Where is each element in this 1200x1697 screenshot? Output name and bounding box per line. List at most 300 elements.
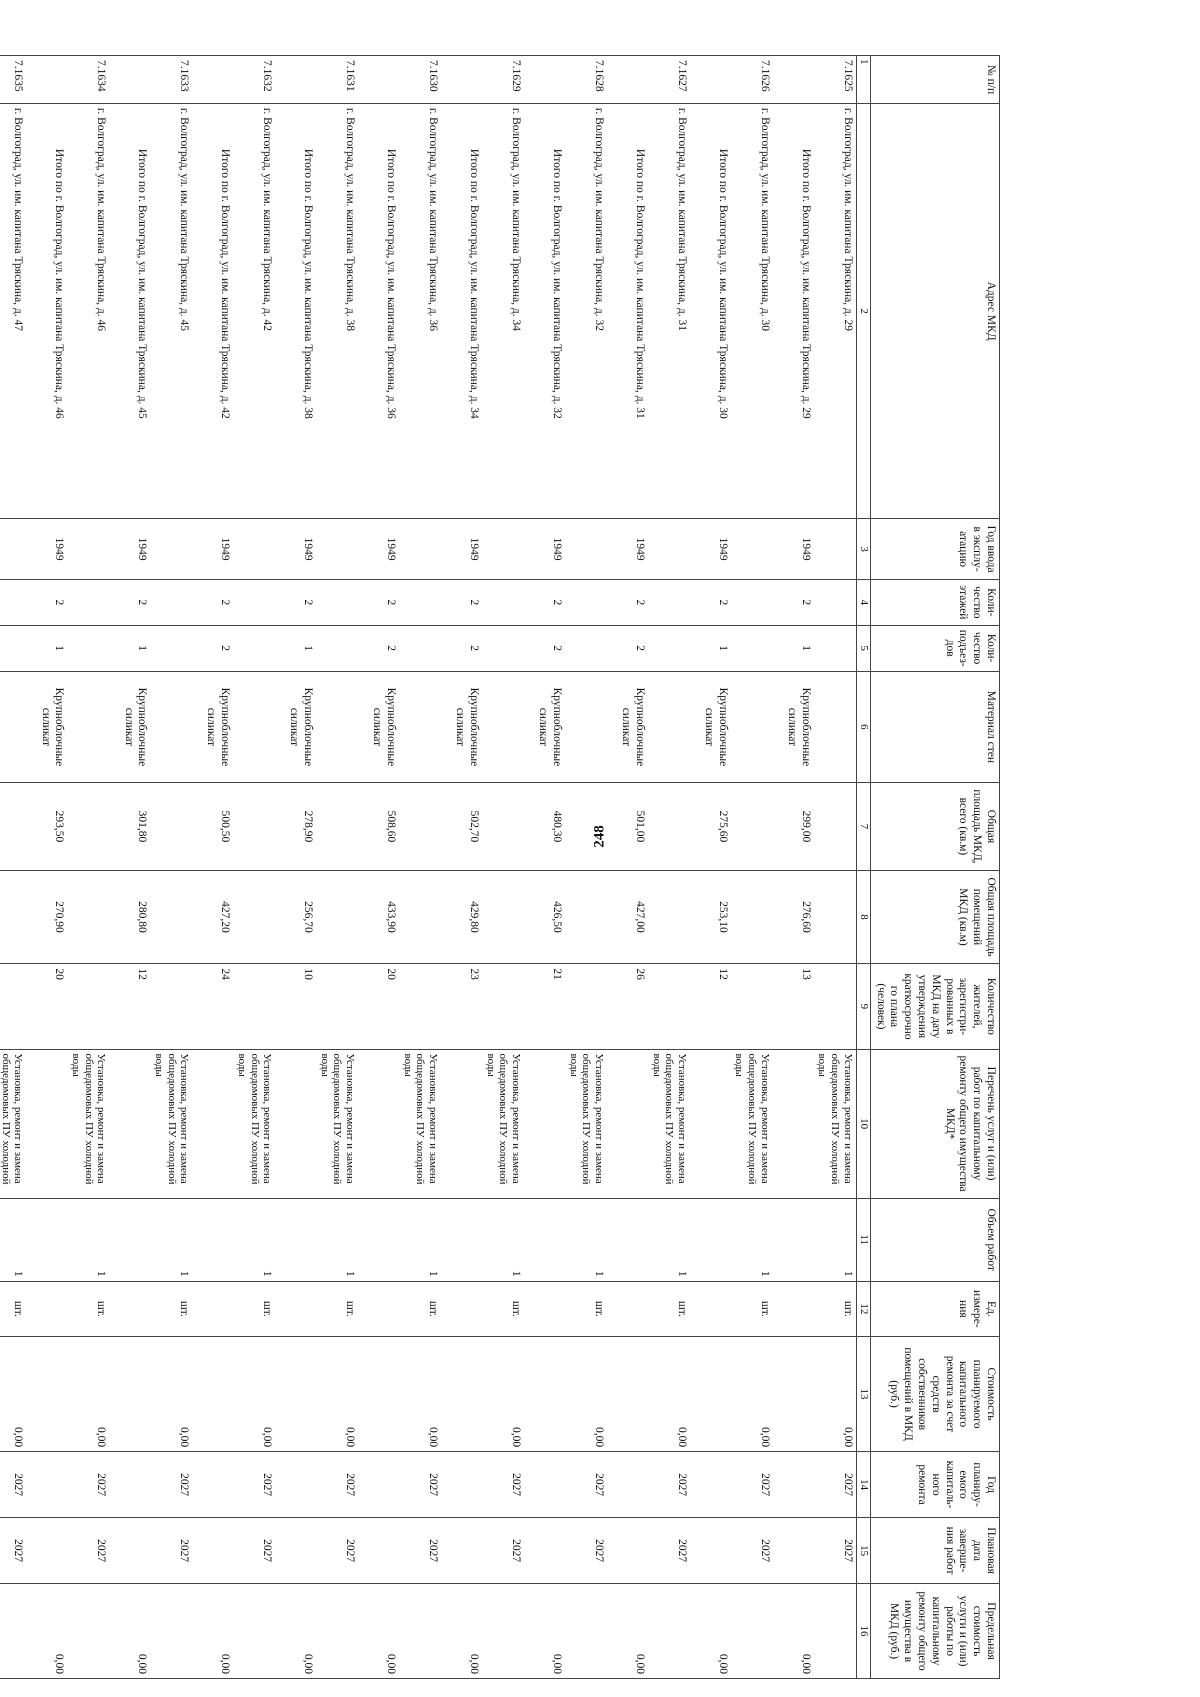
wall-material: Крупноблочные силикат — [607, 671, 648, 783]
empty-cell — [67, 870, 109, 964]
residents: 12 — [690, 964, 731, 1049]
commission-year: 1949 — [275, 519, 316, 580]
empty-cell — [399, 625, 441, 671]
total-label: Итого по г. Волгоград, ул. им. капитана Тряскина, д. 46 — [26, 103, 67, 518]
empty-cell — [192, 1281, 233, 1336]
total-label: Итого по г. Волгоград, ул. им. капитана Тряскина, д. 32 — [524, 103, 565, 518]
empty-cell — [26, 1281, 67, 1336]
empty-cell — [192, 56, 233, 104]
residents: 20 — [358, 964, 399, 1049]
header-col-11: Объем работ — [870, 1198, 999, 1281]
table-row — [150, 56, 192, 1679]
empty-cell — [399, 783, 441, 870]
rooms-area: 256,70 — [275, 870, 316, 964]
empty-cell — [150, 1584, 192, 1679]
floors: 2 — [275, 579, 316, 625]
table-row — [233, 56, 275, 1679]
wall-material: Крупноблочные силикат — [690, 671, 731, 783]
limit-cost: 0,00 — [109, 1584, 150, 1679]
unit: шт. — [150, 1281, 192, 1336]
table-row — [399, 56, 441, 1679]
owner-cost: 0,00 — [67, 1337, 109, 1452]
empty-cell — [648, 625, 690, 671]
empty-cell — [773, 1198, 814, 1281]
total-area: 502,70 — [441, 783, 482, 870]
unit: шт. — [565, 1281, 607, 1336]
header-col-3: Год ввода в эксплу-атацию — [870, 519, 999, 580]
empty-cell — [482, 671, 524, 783]
empty-cell — [275, 1198, 316, 1281]
work-description: Установка, ремонт и замена общедомовых ПУ холодной воды — [316, 1049, 358, 1198]
empty-cell — [316, 964, 358, 1049]
header-col-5: Коли-чество подъез-дов — [870, 625, 999, 671]
plan-year: 2027 — [482, 1452, 524, 1518]
row-number: 7.1631 — [316, 56, 358, 104]
empty-cell — [441, 1337, 482, 1452]
table-row — [316, 56, 358, 1679]
empty-cell — [0, 870, 26, 964]
total-area: 501,00 — [607, 783, 648, 870]
address-cell: г. Волгоград, ул. им. капитана Тряскина, д. 36 — [399, 103, 441, 518]
empty-cell — [150, 579, 192, 625]
entrances: 1 — [773, 625, 814, 671]
empty-cell — [814, 519, 856, 580]
table-row — [67, 56, 109, 1679]
floors: 2 — [109, 579, 150, 625]
empty-cell — [814, 964, 856, 1049]
address-cell: г. Волгоград, ул. им. капитана Тряскина, д. 30 — [731, 103, 773, 518]
owner-cost: 0,00 — [150, 1337, 192, 1452]
commission-year: 1949 — [690, 519, 731, 580]
limit-cost: 0,00 — [358, 1584, 399, 1679]
owner-cost: 0,00 — [731, 1337, 773, 1452]
empty-cell — [607, 56, 648, 104]
residents: 10 — [275, 964, 316, 1049]
work-description: Установка, ремонт и замена общедомовых ПУ холодной воды — [67, 1049, 109, 1198]
empty-cell — [150, 625, 192, 671]
empty-cell — [233, 870, 275, 964]
empty-cell — [441, 1049, 482, 1198]
work-volume: 1 — [150, 1198, 192, 1281]
header-col-13: Стоимость планируемого капитального ремонта за счет средств собственников помещений в МКД (руб.) — [870, 1337, 999, 1452]
wall-material: Крупноблочные силикат — [275, 671, 316, 783]
empty-cell — [109, 56, 150, 104]
empty-cell — [690, 1452, 731, 1518]
empty-cell — [233, 671, 275, 783]
row-number: 7.1630 — [399, 56, 441, 104]
wall-material: Крупноблочные силикат — [773, 671, 814, 783]
row-number: 7.1632 — [233, 56, 275, 104]
empty-cell — [565, 783, 607, 870]
empty-cell — [731, 870, 773, 964]
header-col-7: Общая площадь МКД, всего (кв.м) — [870, 783, 999, 870]
rooms-area: 280,80 — [109, 870, 150, 964]
entrances: 2 — [524, 625, 565, 671]
page-number: 248 — [591, 825, 608, 848]
row-number: 7.1628 — [565, 56, 607, 104]
limit-cost: 0,00 — [773, 1584, 814, 1679]
total-row — [773, 56, 814, 1679]
column-number-9: 9 — [856, 964, 870, 1049]
empty-cell — [607, 1452, 648, 1518]
empty-cell — [524, 1281, 565, 1336]
empty-cell — [482, 579, 524, 625]
total-row — [690, 56, 731, 1679]
plan-year: 2027 — [399, 1452, 441, 1518]
work-volume: 1 — [648, 1198, 690, 1281]
empty-cell — [26, 1337, 67, 1452]
empty-cell — [399, 964, 441, 1049]
total-area: 278,90 — [275, 783, 316, 870]
empty-cell — [773, 1518, 814, 1584]
plan-year: 2027 — [233, 1452, 275, 1518]
empty-cell — [773, 1049, 814, 1198]
column-number-2: 2 — [856, 103, 870, 518]
plan-year: 2027 — [731, 1452, 773, 1518]
empty-cell — [233, 579, 275, 625]
total-row — [192, 56, 233, 1679]
row-number: 7.1633 — [150, 56, 192, 104]
total-row — [358, 56, 399, 1679]
end-year: 2027 — [482, 1518, 524, 1584]
end-year: 2027 — [648, 1518, 690, 1584]
end-year: 2027 — [731, 1518, 773, 1584]
work-volume: 1 — [233, 1198, 275, 1281]
empty-cell — [150, 870, 192, 964]
empty-cell — [524, 1518, 565, 1584]
column-number-12: 12 — [856, 1281, 870, 1336]
work-volume: 1 — [316, 1198, 358, 1281]
total-row — [524, 56, 565, 1679]
empty-cell — [565, 579, 607, 625]
end-year: 2027 — [233, 1518, 275, 1584]
unit: шт. — [233, 1281, 275, 1336]
column-number-8: 8 — [856, 870, 870, 964]
empty-cell — [524, 1049, 565, 1198]
empty-cell — [482, 625, 524, 671]
empty-cell — [565, 1584, 607, 1679]
address-cell: г. Волгоград, ул. им. капитана Тряскина, д. 32 — [565, 103, 607, 518]
empty-cell — [441, 1452, 482, 1518]
commission-year: 1949 — [607, 519, 648, 580]
empty-cell — [814, 1584, 856, 1679]
empty-cell — [690, 1049, 731, 1198]
wall-material: Крупноблочные силикат — [441, 671, 482, 783]
empty-cell — [731, 519, 773, 580]
residents: 24 — [192, 964, 233, 1049]
empty-cell — [233, 519, 275, 580]
commission-year: 1949 — [524, 519, 565, 580]
limit-cost: 0,00 — [275, 1584, 316, 1679]
column-number-row — [856, 56, 870, 1679]
work-description: Установка, ремонт и замена общедомовых ПУ холодной воды — [565, 1049, 607, 1198]
work-description: Установка, ремонт и замена общедомовых ПУ холодной воды — [814, 1049, 856, 1198]
work-volume: 1 — [399, 1198, 441, 1281]
empty-cell — [773, 1452, 814, 1518]
rooms-area: 427,00 — [607, 870, 648, 964]
empty-cell — [26, 56, 67, 104]
empty-cell — [814, 579, 856, 625]
empty-cell — [690, 1518, 731, 1584]
empty-cell — [150, 964, 192, 1049]
unit: шт. — [67, 1281, 109, 1336]
row-number: 7.1634 — [67, 56, 109, 104]
empty-cell — [441, 1281, 482, 1336]
unit: шт. — [0, 1281, 26, 1336]
empty-cell — [607, 1337, 648, 1452]
empty-cell — [482, 1584, 524, 1679]
work-description: Установка, ремонт и замена общедомовых ПУ холодной воды — [482, 1049, 524, 1198]
address-cell: г. Волгоград, ул. им. капитана Тряскина, д. 31 — [648, 103, 690, 518]
address-cell: г. Волгоград, ул. им. капитана Тряскина, д. 38 — [316, 103, 358, 518]
total-label: Итого по г. Волгоград, ул. им. капитана Тряскина, д. 42 — [192, 103, 233, 518]
end-year: 2027 — [0, 1518, 26, 1584]
total-label: Итого по г. Волгоград, ул. им. капитана Тряскина, д. 31 — [607, 103, 648, 518]
column-number-10: 10 — [856, 1049, 870, 1198]
table-row — [482, 56, 524, 1679]
plan-year: 2027 — [648, 1452, 690, 1518]
owner-cost: 0,00 — [399, 1337, 441, 1452]
empty-cell — [731, 671, 773, 783]
empty-cell — [316, 870, 358, 964]
column-number-11: 11 — [856, 1198, 870, 1281]
empty-cell — [524, 1198, 565, 1281]
empty-cell — [690, 1281, 731, 1336]
total-row — [26, 56, 67, 1679]
empty-cell — [524, 1337, 565, 1452]
empty-cell — [607, 1198, 648, 1281]
empty-cell — [482, 519, 524, 580]
empty-cell — [150, 519, 192, 580]
work-volume: 1 — [565, 1198, 607, 1281]
empty-cell — [648, 870, 690, 964]
empty-cell — [607, 1049, 648, 1198]
end-year: 2027 — [399, 1518, 441, 1584]
empty-cell — [316, 625, 358, 671]
empty-cell — [0, 519, 26, 580]
commission-year: 1949 — [773, 519, 814, 580]
empty-cell — [814, 870, 856, 964]
total-row — [275, 56, 316, 1679]
header-col-12: Ед. измере-ния — [870, 1281, 999, 1336]
row-number: 7.1629 — [482, 56, 524, 104]
empty-cell — [731, 625, 773, 671]
entrances: 1 — [109, 625, 150, 671]
row-number: 7.1626 — [731, 56, 773, 104]
empty-cell — [26, 1049, 67, 1198]
rooms-area: 427,20 — [192, 870, 233, 964]
total-label: Итого по г. Волгоград, ул. им. капитана Тряскина, д. 34 — [441, 103, 482, 518]
end-year: 2027 — [814, 1518, 856, 1584]
residents: 21 — [524, 964, 565, 1049]
wall-material: Крупноблочные силикат — [192, 671, 233, 783]
empty-cell — [358, 56, 399, 104]
total-area: 293,50 — [26, 783, 67, 870]
table-body — [0, 56, 856, 1679]
end-year: 2027 — [316, 1518, 358, 1584]
empty-cell — [109, 1198, 150, 1281]
empty-cell — [690, 1198, 731, 1281]
empty-cell — [565, 625, 607, 671]
entrances: 2 — [192, 625, 233, 671]
empty-cell — [607, 1518, 648, 1584]
header-col-6: Материал стен — [870, 671, 999, 783]
empty-cell — [814, 783, 856, 870]
commission-year: 1949 — [441, 519, 482, 580]
empty-cell — [565, 870, 607, 964]
empty-cell — [275, 1452, 316, 1518]
entrances: 1 — [690, 625, 731, 671]
total-label: Итого по г. Волгоград, ул. им. капитана Тряскина, д. 36 — [358, 103, 399, 518]
empty-cell — [648, 964, 690, 1049]
end-year: 2027 — [150, 1518, 192, 1584]
total-label: Итого по г. Волгоград, ул. им. капитана Тряскина, д. 38 — [275, 103, 316, 518]
empty-cell — [731, 579, 773, 625]
residents: 23 — [441, 964, 482, 1049]
empty-cell — [524, 1452, 565, 1518]
end-year: 2027 — [565, 1518, 607, 1584]
owner-cost: 0,00 — [0, 1337, 26, 1452]
empty-cell — [275, 1049, 316, 1198]
table-row — [0, 56, 26, 1679]
empty-cell — [565, 519, 607, 580]
row-number: 7.1625 — [814, 56, 856, 104]
unit: шт. — [814, 1281, 856, 1336]
empty-cell — [524, 56, 565, 104]
wall-material: Крупноблочные силикат — [524, 671, 565, 783]
column-number-16: 16 — [856, 1584, 870, 1679]
work-volume: 1 — [0, 1198, 26, 1281]
empty-cell — [565, 964, 607, 1049]
empty-cell — [233, 783, 275, 870]
commission-year: 1949 — [358, 519, 399, 580]
plan-year: 2027 — [150, 1452, 192, 1518]
entrances: 2 — [358, 625, 399, 671]
work-description: Установка, ремонт и замена общедомовых ПУ холодной воды — [731, 1049, 773, 1198]
empty-cell — [358, 1518, 399, 1584]
work-volume: 1 — [482, 1198, 524, 1281]
wall-material: Крупноблочные силикат — [26, 671, 67, 783]
empty-cell — [192, 1518, 233, 1584]
capital-repair-table — [0, 55, 1000, 1679]
empty-cell — [316, 519, 358, 580]
header-col-15: Плановая дата заверше-ния работ — [870, 1518, 999, 1584]
column-number-14: 14 — [856, 1452, 870, 1518]
total-area: 275,60 — [690, 783, 731, 870]
empty-cell — [109, 1049, 150, 1198]
empty-cell — [150, 783, 192, 870]
total-area: 301,80 — [109, 783, 150, 870]
plan-year: 2027 — [67, 1452, 109, 1518]
work-description: Установка, ремонт и замена общедомовых ПУ холодной воды — [399, 1049, 441, 1198]
work-volume: 1 — [731, 1198, 773, 1281]
unit: шт. — [316, 1281, 358, 1336]
row-number: 7.1635 — [0, 56, 26, 104]
empty-cell — [109, 1518, 150, 1584]
work-volume: 1 — [814, 1198, 856, 1281]
header-col-9: Количество жителей, зарегистри-рованных в МКД на дату утверждения краткосрочно го плана (человек) — [870, 964, 999, 1049]
empty-cell — [358, 1337, 399, 1452]
floors: 2 — [524, 579, 565, 625]
address-cell: г. Волгоград, ул. им. капитана Тряскина, д. 42 — [233, 103, 275, 518]
owner-cost: 0,00 — [316, 1337, 358, 1452]
empty-cell — [731, 783, 773, 870]
empty-cell — [773, 56, 814, 104]
limit-cost: 0,00 — [26, 1584, 67, 1679]
empty-cell — [109, 1281, 150, 1336]
empty-cell — [731, 964, 773, 1049]
empty-cell — [399, 519, 441, 580]
address-cell: г. Волгоград, ул. им. капитана Тряскина, д. 29 — [814, 103, 856, 518]
empty-cell — [192, 1198, 233, 1281]
empty-cell — [316, 579, 358, 625]
total-area: 480,30 — [524, 783, 565, 870]
commission-year: 1949 — [26, 519, 67, 580]
empty-cell — [275, 1518, 316, 1584]
empty-cell — [26, 1198, 67, 1281]
rooms-area: 276,60 — [773, 870, 814, 964]
empty-cell — [648, 783, 690, 870]
floors: 2 — [26, 579, 67, 625]
empty-cell — [648, 671, 690, 783]
empty-cell — [26, 1452, 67, 1518]
empty-cell — [192, 1452, 233, 1518]
entrances: 1 — [26, 625, 67, 671]
total-area: 500,50 — [192, 783, 233, 870]
column-number-5: 5 — [856, 625, 870, 671]
plan-year: 2027 — [316, 1452, 358, 1518]
table-row — [648, 56, 690, 1679]
owner-cost: 0,00 — [648, 1337, 690, 1452]
header-col-4: Коли-чество этажей — [870, 579, 999, 625]
header-col-16: Предельная стоимость услуги и (или) работы по капитальному ремонту общего имущества в МКД (руб.) — [870, 1584, 999, 1679]
empty-cell — [607, 1281, 648, 1336]
empty-cell — [648, 579, 690, 625]
empty-cell — [192, 1337, 233, 1452]
empty-cell — [67, 579, 109, 625]
plan-year: 2027 — [0, 1452, 26, 1518]
empty-cell — [275, 56, 316, 104]
empty-cell — [316, 783, 358, 870]
empty-cell — [482, 783, 524, 870]
residents: 26 — [607, 964, 648, 1049]
work-description: Установка, ремонт и замена общедомовых ПУ холодной воды — [648, 1049, 690, 1198]
commission-year: 1949 — [192, 519, 233, 580]
empty-cell — [67, 625, 109, 671]
empty-cell — [0, 579, 26, 625]
unit: шт. — [482, 1281, 524, 1336]
column-number-7: 7 — [856, 783, 870, 870]
empty-cell — [109, 1452, 150, 1518]
header-col-1: № п/п — [870, 56, 999, 104]
rooms-area: 426,50 — [524, 870, 565, 964]
empty-cell — [482, 964, 524, 1049]
total-label: Итого по г. Волгоград, ул. им. капитана Тряскина, д. 29 — [773, 103, 814, 518]
entrances: 1 — [275, 625, 316, 671]
empty-cell — [773, 1337, 814, 1452]
rooms-area: 253,10 — [690, 870, 731, 964]
empty-cell — [441, 1518, 482, 1584]
empty-cell — [482, 870, 524, 964]
table-header-row — [870, 56, 999, 1679]
residents: 12 — [109, 964, 150, 1049]
capital-repair-table-sheet — [0, 55, 1000, 1679]
floors: 2 — [192, 579, 233, 625]
address-cell: г. Волгоград, ул. им. капитана Тряскина, д. 34 — [482, 103, 524, 518]
empty-cell — [648, 519, 690, 580]
residents: 13 — [773, 964, 814, 1049]
unit: шт. — [648, 1281, 690, 1336]
